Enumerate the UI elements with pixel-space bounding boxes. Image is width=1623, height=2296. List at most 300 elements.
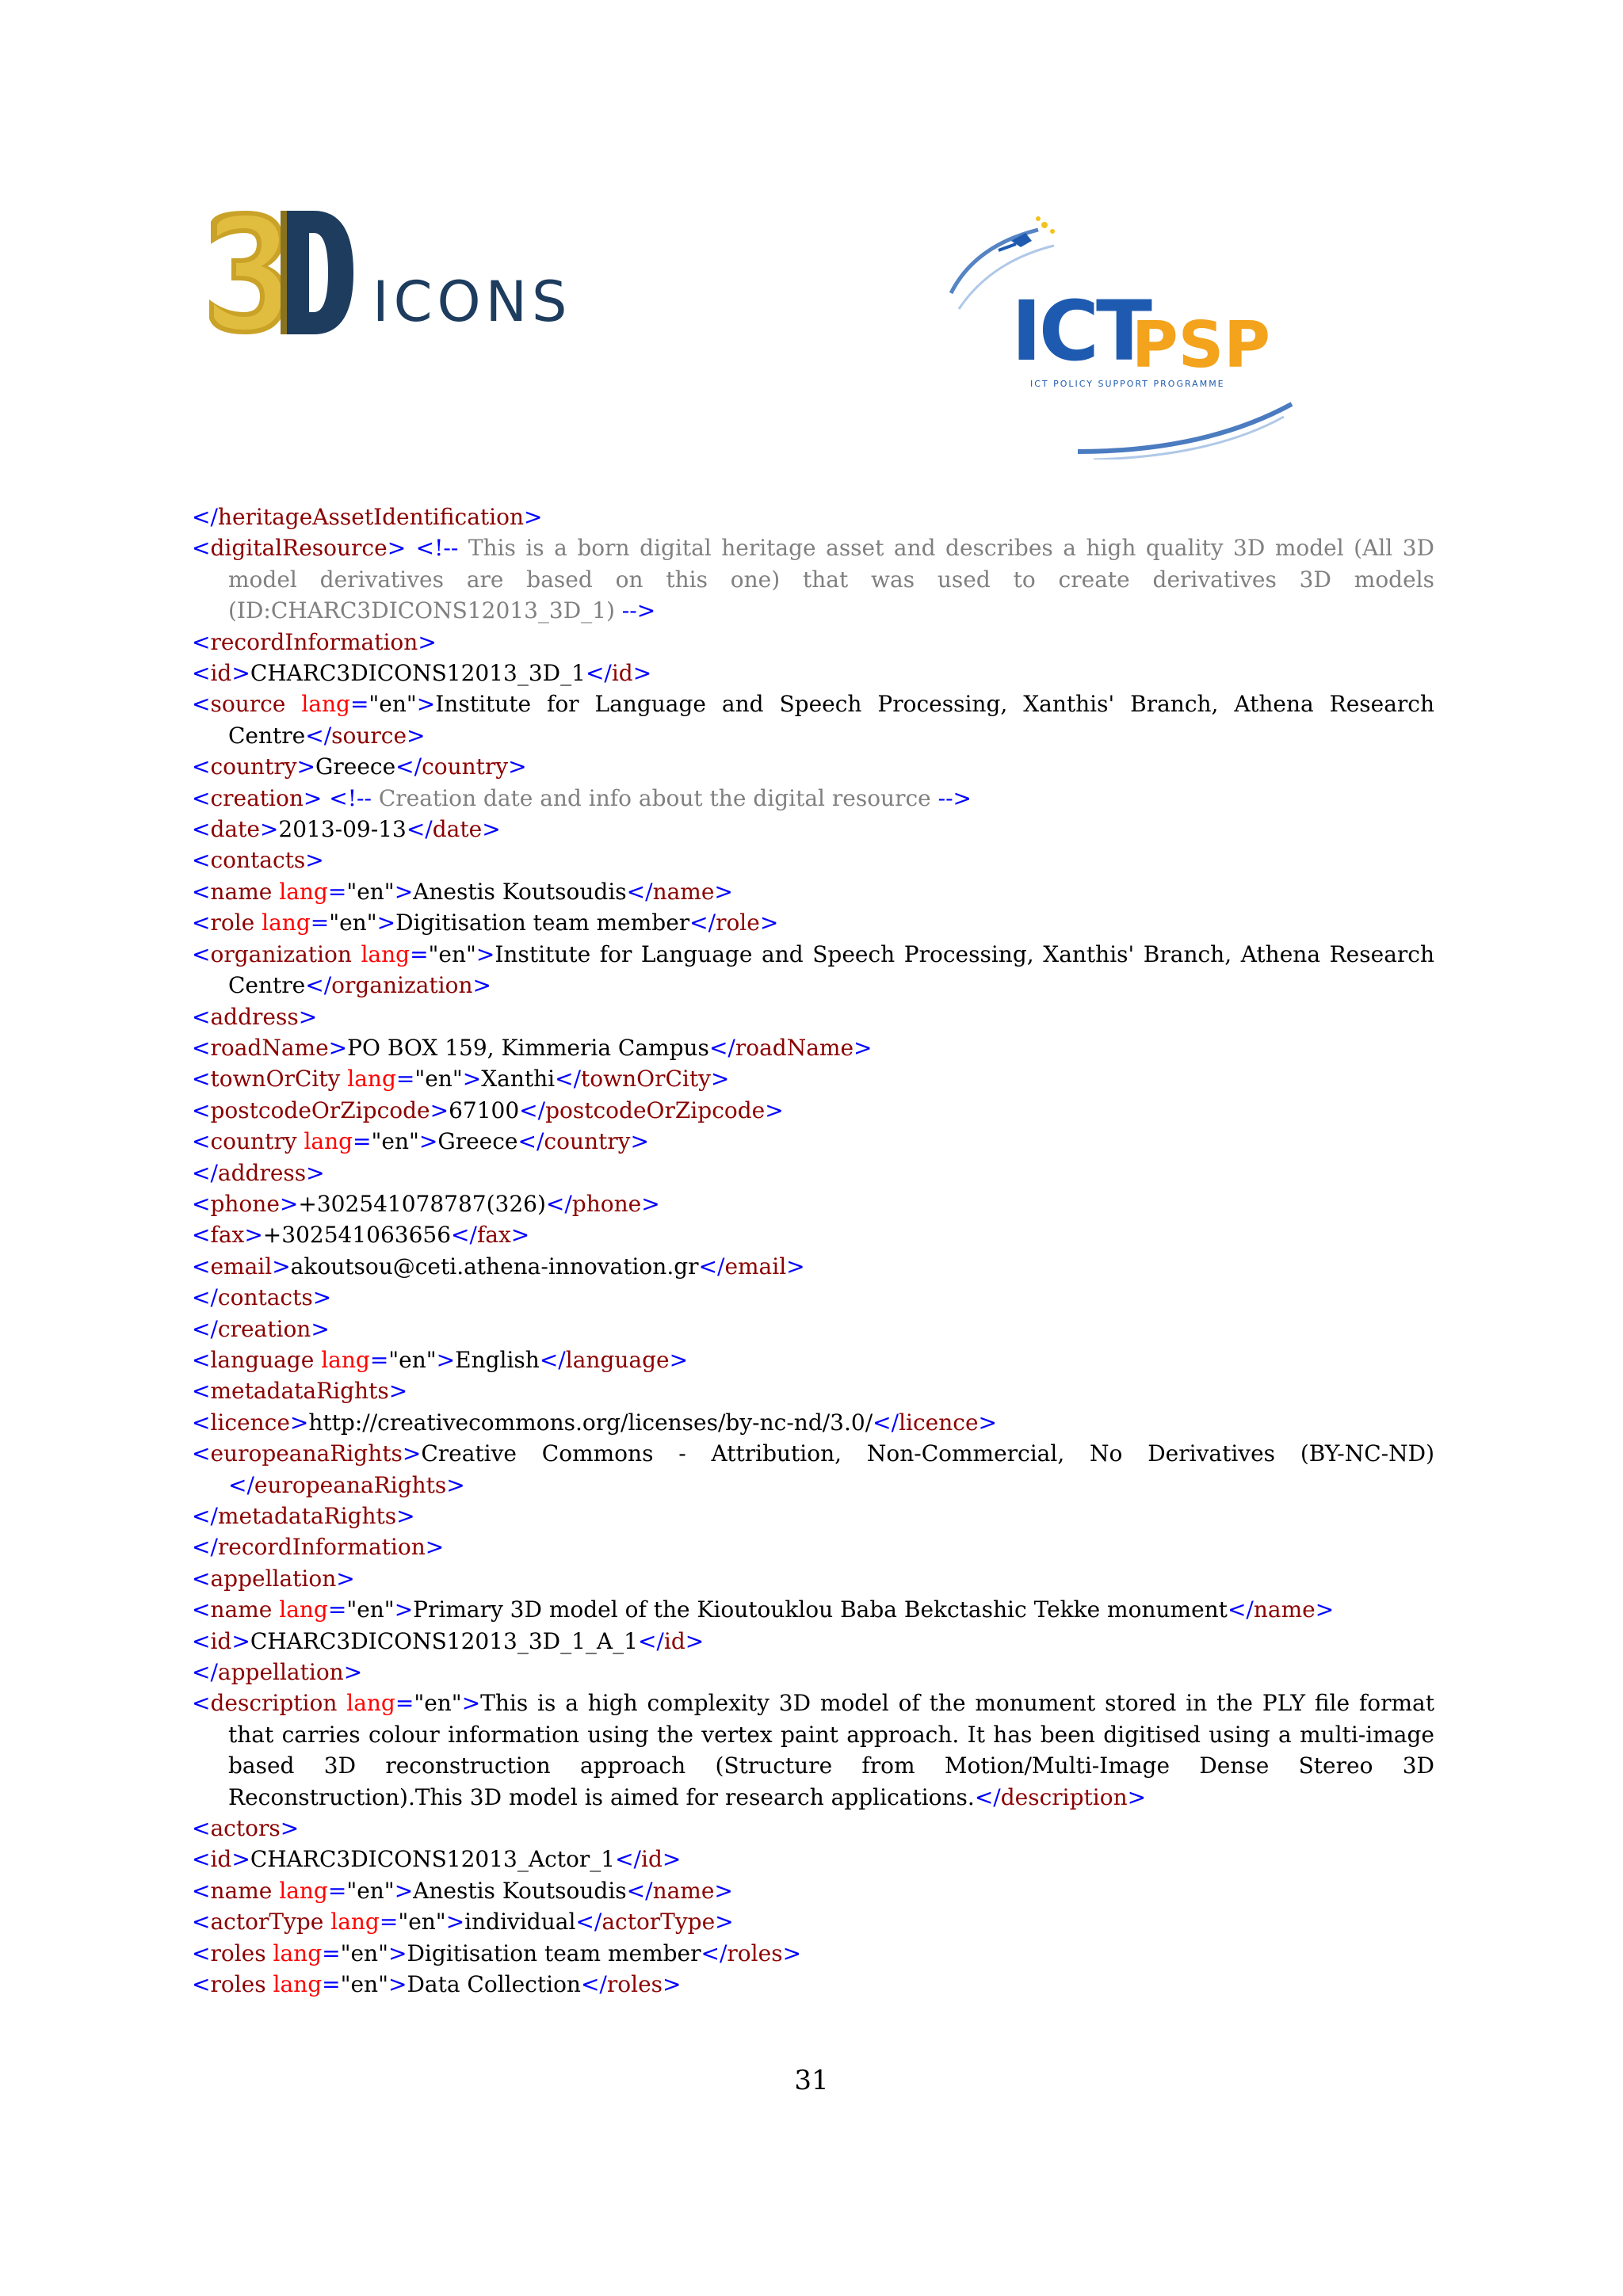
xml-line: [192, 1001, 1434, 1032]
xml-line: [192, 751, 1434, 782]
xml-token: </: [555, 1066, 582, 1093]
xml-line: [192, 1594, 1434, 1625]
xml-token: <: [192, 1877, 211, 1904]
xml-token: </: [708, 1034, 735, 1061]
xml-token: This is a high complexity 3D model of the monument stored in the PLY file format that carries colour information using the vertex paint approach. It has been digitised using a multi-image based 3D reconstruction approach (Structure from Motion/Multi-Image Dense Stereo 3D Reconstruction).This 3D model is aimed for research applications.: [228, 1690, 1434, 1810]
xml-token: organization: [210, 940, 352, 967]
xml-token: roles: [606, 1971, 663, 1998]
xml-token: >: [298, 1003, 318, 1030]
xml-token: <: [192, 1815, 211, 1842]
xml-line: [192, 814, 1434, 845]
xml-token: [323, 1909, 330, 1935]
xml-token: =: [327, 878, 347, 905]
xml-token: [272, 1878, 279, 1904]
3d-logo-mark-icon: [204, 208, 355, 338]
xml-token: >: [445, 1909, 465, 1936]
xml-token: <: [192, 535, 211, 562]
xml-token: roles: [210, 1971, 266, 1998]
xml-token: >: [279, 1190, 299, 1217]
xml-token: <: [192, 1253, 211, 1280]
xml-token: <: [192, 816, 211, 843]
xml-token: >: [312, 1284, 332, 1311]
xml-token: <!--: [329, 784, 372, 811]
xml-token: <: [192, 1846, 211, 1873]
xml-token: lang: [273, 1971, 323, 1998]
xml-token: actors: [210, 1815, 281, 1842]
xml-line: [192, 783, 1434, 814]
xml-line: [192, 502, 1434, 532]
xml-token: >: [1127, 1783, 1147, 1810]
xml-token: lang: [279, 1596, 328, 1623]
xml-token: country: [210, 753, 297, 780]
xml-token: >: [402, 1440, 422, 1467]
xml-token: 67100: [449, 1097, 520, 1123]
xml-token: >: [714, 878, 733, 905]
xml-token: roadName: [735, 1034, 854, 1061]
xml-token: </: [451, 1222, 477, 1249]
xml-token: fax: [210, 1222, 245, 1249]
xml-line: [192, 1063, 1434, 1094]
xml-line: [192, 1344, 1434, 1375]
xml-token: <: [192, 1003, 211, 1030]
xml-token: appellation: [217, 1659, 344, 1686]
xml-token: [322, 785, 329, 811]
xml-token: </: [626, 878, 653, 905]
xml-token: +302541078787(326): [298, 1190, 546, 1217]
xml-token: "en": [371, 1128, 419, 1155]
xml-line: [192, 1282, 1434, 1313]
xml-token: source: [331, 722, 407, 749]
xml-token: </: [192, 1659, 218, 1686]
xml-line: [192, 1188, 1434, 1219]
xml-token: >: [306, 1159, 325, 1186]
xml-token: description: [210, 1690, 338, 1717]
xml-token: >: [388, 1939, 407, 1966]
xml-token: lang: [330, 1909, 380, 1936]
xml-token: <: [192, 1222, 211, 1249]
xml-token: =: [395, 1066, 415, 1093]
xml-token: >: [710, 1066, 730, 1093]
xml-token: </: [545, 1190, 572, 1217]
xml-token: >: [508, 753, 527, 780]
xml-token: >: [425, 1534, 445, 1561]
xml-token: =: [395, 1690, 414, 1717]
xml-token: "en": [340, 1939, 388, 1966]
xml-token: </: [615, 1846, 641, 1873]
xml-token: Primary 3D model of the Kioutouklou Baba Bekctashic Tekke monument: [413, 1596, 1228, 1623]
xml-line: [192, 1095, 1434, 1126]
xml-token: >: [388, 1378, 408, 1405]
xml-token: =: [310, 910, 330, 936]
xml-token: >: [311, 1315, 330, 1342]
xml-token: postcodeOrZipcode: [210, 1097, 430, 1123]
xml-token: >: [472, 972, 491, 999]
xml-token: =: [327, 1596, 347, 1623]
xml-line: [192, 1657, 1434, 1688]
xml-token: >: [272, 1253, 291, 1280]
xml-line: [192, 1158, 1434, 1188]
xml-token: <: [192, 1627, 211, 1654]
xml-line: [192, 1375, 1434, 1406]
xml-token: address: [217, 1159, 307, 1186]
xml-token: >: [418, 628, 437, 655]
xml-token: =: [322, 1939, 341, 1966]
xml-line: [192, 845, 1434, 875]
xml-token: metadataRights: [210, 1378, 389, 1405]
xml-token: date: [432, 816, 483, 843]
xml-token: phone: [210, 1190, 280, 1217]
xml-token: <: [192, 1690, 211, 1717]
xml-token: >: [715, 1909, 734, 1936]
xml-token: country: [210, 1128, 297, 1155]
xml-token: </: [192, 1503, 218, 1529]
xml-line: [192, 1563, 1434, 1594]
xml-token: >: [714, 1877, 733, 1904]
xml-token: <: [192, 1939, 211, 1966]
xml-token: actorType: [210, 1909, 324, 1936]
xml-token: <!--: [415, 535, 459, 562]
xml-token: "en": [329, 910, 377, 936]
xml-token: CHARC3DICONS12013_3D_1_A_1: [250, 1627, 638, 1654]
xml-token: role: [716, 910, 760, 936]
xml-token: <: [192, 784, 211, 811]
xml-token: lang: [304, 1128, 353, 1155]
xml-token: roadName: [210, 1034, 329, 1061]
xml-token: townOrCity: [210, 1066, 341, 1093]
xml-line: [192, 1906, 1434, 1937]
xml-token: >: [303, 784, 323, 811]
xml-token: [266, 1971, 273, 1997]
xml-token: heritageAssetIdentification: [217, 504, 525, 530]
xml-token: Digitisation team member: [407, 1939, 701, 1966]
xml-line: [192, 1938, 1434, 1969]
xml-token: >: [231, 1846, 250, 1873]
xml-token: </: [580, 1971, 607, 1998]
xml-token: "en": [414, 1690, 462, 1717]
xml-token: </: [539, 1346, 566, 1373]
xml-token: -->: [621, 597, 656, 624]
xml-token: </: [637, 1627, 664, 1654]
xml-token: recordInformation: [210, 628, 418, 655]
xml-token: >: [231, 660, 250, 687]
xml-token: </: [192, 1284, 218, 1311]
xml-token: </: [305, 722, 332, 749]
xml-token: <: [192, 1409, 211, 1436]
xml-token: licence: [899, 1409, 979, 1436]
xml-token: >: [396, 1503, 415, 1529]
xml-token: [314, 1347, 321, 1373]
xml-token: actorType: [601, 1909, 716, 1936]
xml-listing: [192, 502, 1434, 2000]
xml-token: </: [626, 1877, 653, 1904]
ict-wordmark: ICT: [1011, 283, 1149, 379]
xml-token: <: [192, 1097, 211, 1123]
xml-token: >: [1315, 1596, 1335, 1623]
xml-token: >: [296, 753, 315, 780]
xml-token: "en": [414, 1066, 463, 1093]
xml-token: >: [231, 1627, 250, 1654]
xml-line: [192, 627, 1434, 658]
xml-token: Digitisation team member: [395, 910, 690, 936]
xml-token: >: [328, 1034, 348, 1061]
xml-token: >: [407, 722, 426, 749]
xml-token: >: [482, 816, 501, 843]
xml-token: >: [782, 1939, 802, 1966]
xml-token: >: [462, 1066, 482, 1093]
xml-token: <: [192, 910, 211, 936]
xml-token: >: [632, 660, 652, 687]
xml-token: roles: [727, 1939, 783, 1966]
xml-line: [192, 1219, 1434, 1250]
psp-wordmark: PSP: [1132, 308, 1270, 382]
xml-token: lang: [321, 1346, 370, 1373]
ict-psp-logo: [943, 214, 1300, 460]
xml-token: id: [640, 1846, 663, 1873]
xml-token: >: [305, 847, 324, 874]
xml-token: Greece: [437, 1128, 518, 1155]
xml-token: >: [394, 878, 414, 905]
xml-token: licence: [210, 1409, 290, 1436]
xml-token: </: [974, 1783, 1001, 1810]
xml-token: <: [192, 691, 211, 718]
xml-token: >: [387, 535, 407, 562]
xml-token: name: [652, 878, 715, 905]
xml-token: This is a born digital heritage asset and describes a high quality 3D model (All 3D model derivatives are based on this one) that was used to create derivatives 3D models (ID:CHARC3DICONS12013_3D_1): [228, 535, 1435, 624]
xml-token: lang: [262, 910, 311, 936]
xml-token: organization: [331, 972, 473, 999]
xml-token: >: [630, 1128, 649, 1155]
xml-token: </: [585, 660, 612, 687]
xml-token: <: [192, 878, 211, 905]
xml-token: id: [611, 660, 633, 687]
xml-token: Data Collection: [407, 1971, 581, 1998]
xml-token: >: [394, 1596, 414, 1623]
xml-token: Creation date and info about the digital resource: [371, 784, 938, 811]
xml-token: Anestis Koutsoudis: [413, 878, 627, 905]
xml-token: </: [228, 1471, 254, 1498]
xml-token: europeanaRights: [210, 1440, 403, 1467]
xml-token: </: [192, 1159, 218, 1186]
xml-line: [192, 1875, 1434, 1906]
xml-token: >: [759, 910, 779, 936]
xml-token: <: [192, 847, 211, 874]
xml-token: "en": [346, 1596, 395, 1623]
xml-token: id: [210, 1627, 232, 1654]
xml-token: >: [418, 1128, 438, 1155]
xml-token: </: [873, 1409, 899, 1436]
xml-token: townOrCity: [581, 1066, 711, 1093]
xml-token: >: [978, 1409, 997, 1436]
xml-token: name: [210, 1877, 273, 1904]
xml-token: Greece: [315, 753, 396, 780]
xml-token: country: [544, 1128, 631, 1155]
xml-token: >: [854, 1034, 873, 1061]
xml-token: contacts: [217, 1284, 313, 1311]
xml-token: appellation: [210, 1565, 337, 1592]
xml-token: <: [192, 1596, 211, 1623]
xml-token: >: [446, 1471, 465, 1498]
xml-token: >: [663, 1971, 682, 1998]
xml-token: postcodeOrZipcode: [545, 1097, 766, 1123]
xml-token: </: [689, 910, 716, 936]
xml-token: <: [192, 1909, 211, 1936]
3d-icons-logo: [204, 208, 572, 338]
xml-token: name: [210, 1596, 273, 1623]
xml-token: >: [461, 1690, 481, 1717]
xml-token: [254, 910, 262, 936]
xml-token: metadataRights: [217, 1503, 397, 1529]
xml-token: +302541063656: [262, 1222, 452, 1249]
xml-token: English: [455, 1346, 540, 1373]
xml-token: >: [669, 1346, 689, 1373]
xml-token: [340, 1066, 347, 1092]
xml-token: <: [192, 1440, 211, 1467]
xml-token: </: [701, 1939, 727, 1966]
xml-token: >: [416, 691, 436, 718]
xml-token: </: [192, 1315, 218, 1342]
xml-token: Institute for Language and Speech Processing, Xanthis' Branch, Athena Research Centre: [228, 691, 1434, 749]
xml-line: [192, 1407, 1434, 1438]
xml-line: [192, 1813, 1434, 1844]
xml-token: language: [210, 1346, 315, 1373]
xml-token: <: [192, 1128, 211, 1155]
xml-token: [266, 1940, 273, 1966]
xml-token: role: [210, 910, 255, 936]
xml-token: >: [475, 940, 495, 967]
xml-token: "en": [398, 1909, 446, 1936]
xml-token: Creative Commons - Attribution, Non-Commercial, No Derivatives (BY-NC-ND): [421, 1440, 1434, 1467]
xml-token: </: [519, 1097, 546, 1123]
xml-token: "en": [346, 1877, 395, 1904]
xml-token: lang: [279, 1877, 328, 1904]
xml-token: [272, 1596, 279, 1623]
xml-line: [192, 1688, 1434, 1813]
xml-token: >: [244, 1222, 263, 1249]
xml-token: digitalResource: [210, 535, 388, 562]
xml-token: source: [210, 691, 286, 718]
xml-token: >: [510, 1222, 530, 1249]
page-number: 31: [794, 2065, 829, 2096]
xml-token: =: [322, 1971, 341, 1998]
xml-token: <: [192, 1066, 211, 1093]
xml-token: >: [280, 1815, 300, 1842]
xml-token: lang: [301, 691, 350, 718]
xml-token: >: [394, 1877, 414, 1904]
xml-line: [192, 688, 1434, 751]
xml-token: "en": [346, 878, 395, 905]
xml-token: name: [1253, 1596, 1316, 1623]
xml-token: CHARC3DICONS12013_Actor_1: [250, 1846, 616, 1873]
xml-line: [192, 1314, 1434, 1344]
xml-token: >: [524, 504, 543, 530]
xml-token: http://creativecommons.org/licenses/by-nc-nd/3.0/: [308, 1409, 873, 1436]
xml-token: PO BOX 159, Kimmeria Campus: [347, 1034, 709, 1061]
xml-token: </: [395, 753, 422, 780]
xml-token: email: [724, 1253, 787, 1280]
xml-token: <: [192, 1034, 211, 1061]
xml-token: language: [565, 1346, 670, 1373]
xml-token: "en": [340, 1971, 388, 1998]
xml-token: "en": [388, 1346, 437, 1373]
xml-token: "en": [369, 691, 417, 718]
xml-token: >: [786, 1253, 805, 1280]
xml-line: [192, 1844, 1434, 1875]
xml-token: >: [343, 1659, 363, 1686]
xml-token: id: [210, 1846, 232, 1873]
xml-token: date: [210, 816, 260, 843]
xml-line: [192, 939, 1434, 1001]
xml-token: <: [192, 1378, 211, 1405]
xml-token: >: [289, 1409, 309, 1436]
xml-token: address: [210, 1003, 299, 1030]
xml-token: <: [192, 628, 211, 655]
xml-token: Xanthi: [481, 1066, 556, 1093]
xml-token: [337, 1690, 346, 1716]
xml-token: lang: [361, 940, 411, 967]
xml-token: =: [327, 1877, 347, 1904]
xml-token: =: [353, 1128, 372, 1155]
icons-wordmark: ICONS: [372, 269, 572, 334]
xml-token: </: [305, 972, 332, 999]
xml-token: Institute for Language and Speech Processing, Xanthis' Branch, Athena Research Centre: [228, 940, 1434, 999]
xml-token: <: [192, 940, 211, 967]
xml-token: =: [379, 1909, 399, 1936]
xml-line: [192, 532, 1434, 626]
xml-token: lang: [273, 1939, 323, 1966]
xml-token: lang: [346, 1690, 395, 1717]
xml-token: </: [698, 1253, 725, 1280]
xml-token: country: [422, 753, 509, 780]
xml-token: creation: [217, 1315, 311, 1342]
xml-token: </: [406, 816, 433, 843]
xml-line: [192, 1501, 1434, 1531]
xml-token: >: [662, 1846, 682, 1873]
xml-token: "en": [428, 940, 476, 967]
xml-token: Anestis Koutsoudis: [413, 1877, 627, 1904]
xml-token: <: [192, 753, 211, 780]
xml-token: -->: [938, 784, 972, 811]
xml-token: >: [765, 1097, 784, 1123]
xml-token: </: [1227, 1596, 1254, 1623]
xml-token: recordInformation: [217, 1534, 426, 1561]
xml-token: =: [369, 1346, 389, 1373]
xml-token: europeanaRights: [254, 1471, 447, 1498]
xml-token: contacts: [210, 847, 306, 874]
xml-token: >: [388, 1971, 407, 1998]
xml-token: =: [349, 691, 369, 718]
xml-line: [192, 658, 1434, 688]
xml-token: </: [517, 1128, 544, 1155]
xml-token: [285, 691, 301, 717]
xml-token: >: [685, 1627, 705, 1654]
xml-line: [192, 1438, 1434, 1501]
xml-token: phone: [571, 1190, 642, 1217]
xml-token: roles: [210, 1939, 266, 1966]
xml-line: [192, 907, 1434, 938]
xml-token: description: [1000, 1783, 1128, 1810]
ict-tagline: ICT POLICY SUPPORT PROGRAMME: [1030, 379, 1225, 389]
xml-line: [192, 876, 1434, 907]
xml-line: [192, 1531, 1434, 1562]
xml-token: =: [410, 940, 429, 967]
xml-token: name: [210, 878, 273, 905]
xml-token: id: [210, 660, 232, 687]
xml-line: [192, 1126, 1434, 1157]
xml-token: akoutsou@ceti.athena-innovation.gr: [290, 1253, 699, 1280]
xml-token: id: [663, 1627, 685, 1654]
xml-line: [192, 1626, 1434, 1657]
xml-token: >: [259, 816, 279, 843]
